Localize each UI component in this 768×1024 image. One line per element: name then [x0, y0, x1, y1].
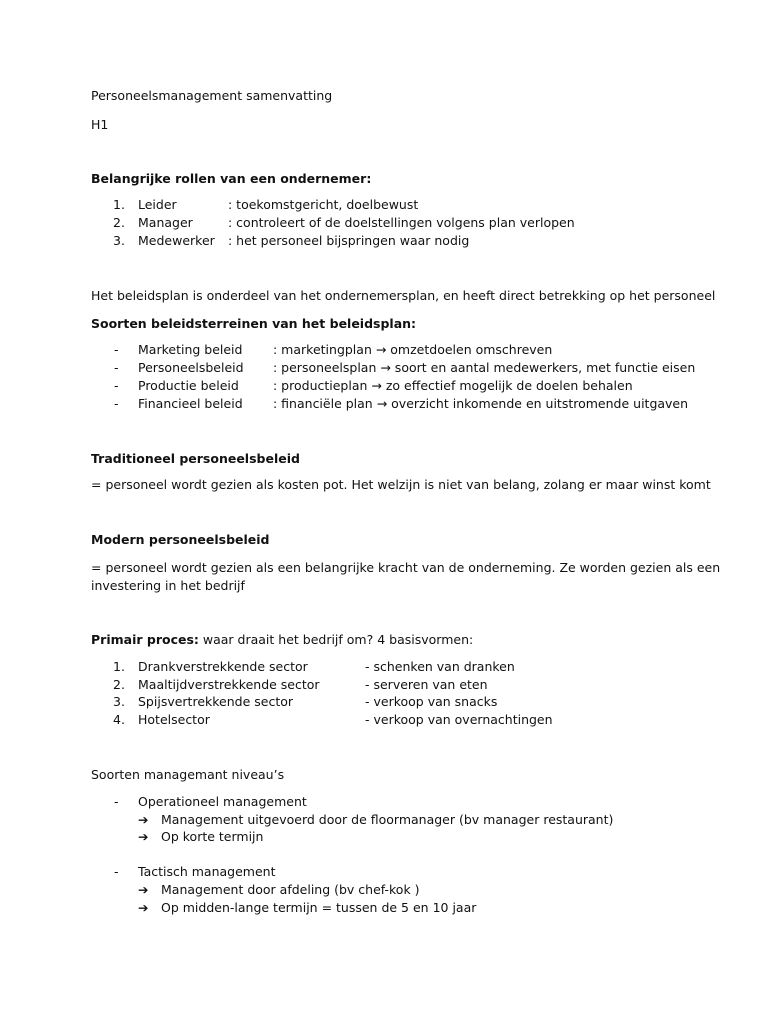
niveau-point: Op korte termijn: [161, 829, 264, 844]
arrow-right-icon: ➔: [138, 812, 149, 827]
primair-heading: [91, 632, 473, 648]
primair-name: Hotelsector: [138, 712, 210, 727]
niveau-point: Management door afdeling (bv chef-kok ): [161, 882, 420, 897]
primair-desc: - serveren van eten: [365, 677, 488, 692]
primair-name: Spijsvertrekkende sector: [138, 694, 294, 709]
roles-num: 1.: [113, 197, 125, 212]
terrein-bullet: -: [114, 396, 119, 411]
terrein-desc: : personeelsplan → soort en aantal medewerkers, met functie eisen: [273, 360, 696, 375]
arrow-right-icon: ➔: [138, 900, 149, 915]
roles-name: Leider: [138, 197, 177, 212]
primair-num: 3.: [113, 694, 125, 709]
terrein-name: Productie beleid: [138, 378, 239, 393]
primair-heading-bold: Primair proces:: [91, 632, 199, 647]
roles-name: Medewerker: [138, 233, 215, 248]
niveau-bullet: -: [114, 794, 119, 809]
primair-name: Drankverstrekkende sector: [138, 659, 308, 674]
terrein-desc: : financiële plan → overzicht inkomende en uitstromende uitgaven: [273, 396, 689, 411]
terrein-name: Financieel beleid: [138, 396, 243, 411]
primair-desc: - schenken van dranken: [365, 659, 515, 674]
roles-desc: : het personeel bijspringen waar nodig: [228, 233, 470, 248]
roles-name: Manager: [138, 215, 193, 230]
niveaus-heading: Soorten managemant niveau’s: [91, 767, 285, 782]
chapter-label: H1: [91, 117, 109, 132]
terrein-bullet: -: [114, 378, 119, 393]
modern-text-line2: investering in het bedrijf: [91, 578, 245, 593]
traditioneel-heading: Traditioneel personeelsbeleid: [91, 451, 300, 466]
roles-desc: : toekomstgericht, doelbewust: [228, 197, 419, 212]
roles-desc: : controleert of de doelstellingen volgens plan verlopen: [228, 215, 575, 230]
arrow-right-icon: ➔: [138, 882, 149, 897]
modern-text-line1: = personeel wordt gezien als een belangrijke kracht van de onderneming. Ze worden gezien als een: [91, 560, 721, 575]
primair-desc: - verkoop van overnachtingen: [365, 712, 553, 727]
niveau-point: Op midden-lange termijn = tussen de 5 en 10 jaar: [161, 900, 477, 915]
primair-desc: - verkoop van snacks: [365, 694, 498, 709]
terrein-desc: : marketingplan → omzetdoelen omschreven: [273, 342, 553, 357]
modern-heading: Modern personeelsbeleid: [91, 532, 270, 547]
terreinen-heading: Soorten beleidsterreinen van het beleidsplan:: [91, 316, 417, 331]
roles-heading: Belangrijke rollen van een ondernemer:: [91, 171, 372, 186]
terrein-name: Personeelsbeleid: [138, 360, 244, 375]
primair-name: Maaltijdverstrekkende sector: [138, 677, 320, 692]
primair-num: 4.: [113, 712, 125, 727]
primair-num: 2.: [113, 677, 125, 692]
beleidsplan-sentence: Het beleidsplan is onderdeel van het ondernemersplan, en heeft direct betrekking op het personeel: [91, 288, 716, 303]
niveau-bullet: -: [114, 864, 119, 879]
terrein-name: Marketing beleid: [138, 342, 243, 357]
traditioneel-text: = personeel wordt gezien als kosten pot. Het welzijn is niet van belang, zolang er maar winst komt: [91, 477, 711, 492]
primair-num: 1.: [113, 659, 125, 674]
primair-heading-rest: waar draait het bedrijf om? 4 basisvormen:: [198, 632, 474, 647]
terrein-desc: : productieplan → zo effectief mogelijk de doelen behalen: [273, 378, 633, 393]
terrein-bullet: -: [114, 360, 119, 375]
document-title: Personeelsmanagement samenvatting: [91, 88, 333, 103]
arrow-right-icon: ➔: [138, 829, 149, 844]
terrein-bullet: -: [114, 342, 119, 357]
niveau-name: Tactisch management: [138, 864, 276, 879]
roles-num: 3.: [113, 233, 125, 248]
niveau-name: Operationeel management: [138, 794, 307, 809]
niveau-point: Management uitgevoerd door de floormanager (bv manager restaurant): [161, 812, 614, 827]
roles-num: 2.: [113, 215, 125, 230]
